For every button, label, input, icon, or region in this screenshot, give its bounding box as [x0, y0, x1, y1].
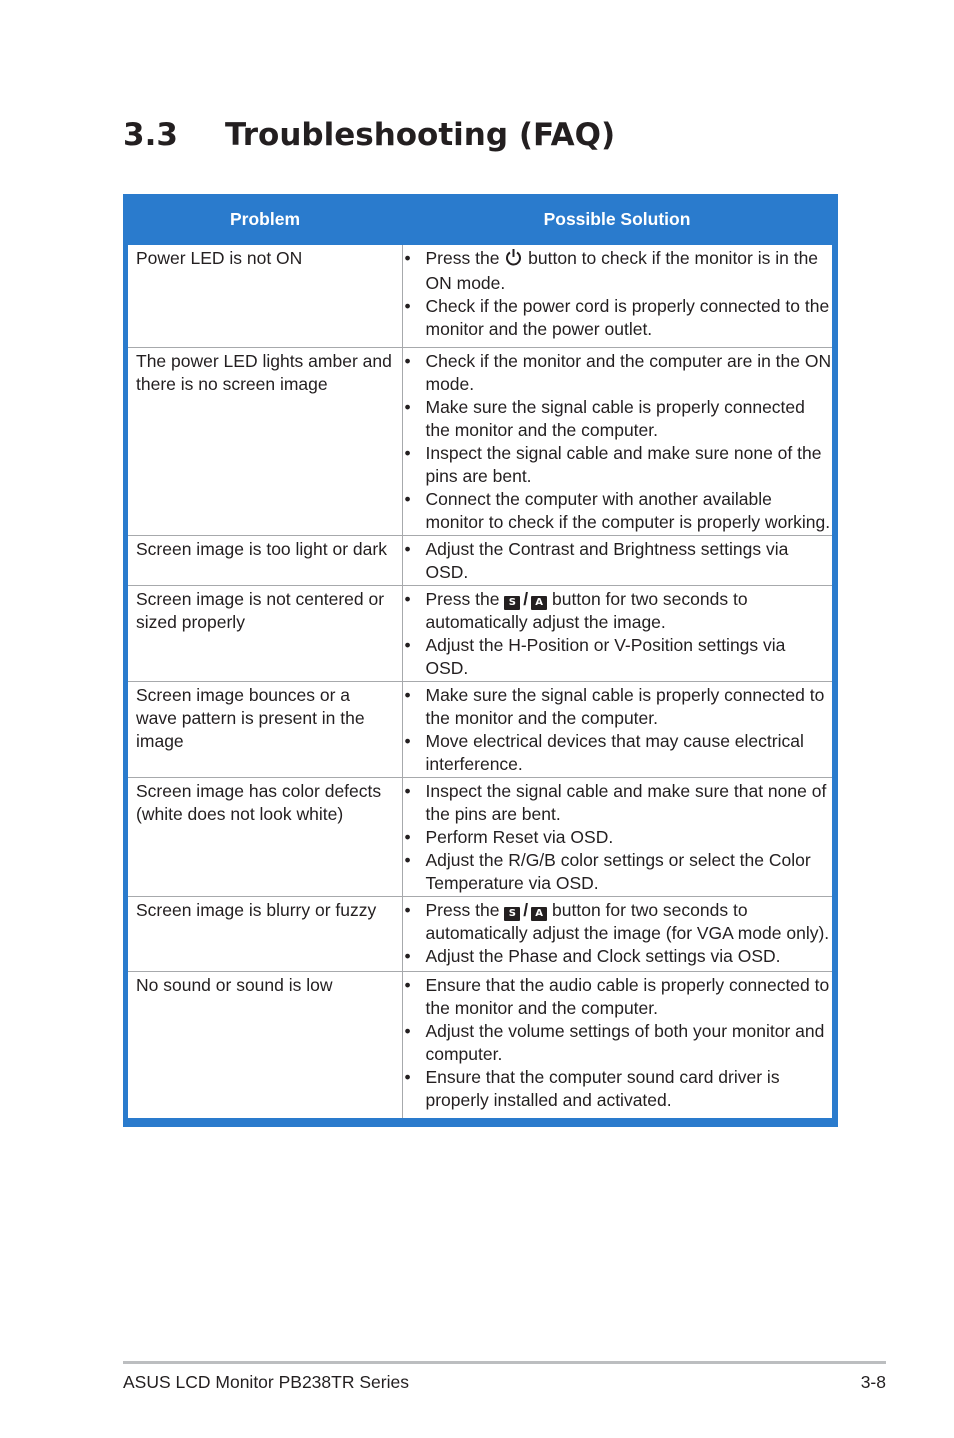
- bullet: •: [404, 538, 411, 559]
- splendid-auto-adjust-icon: [504, 900, 547, 920]
- list-item: [403, 295, 833, 341]
- solution-text: Move electrical devices that may cause electrical interference.: [425, 730, 804, 774]
- solution-text: button for two seconds to automatically adjust the image (for VGA mode only).: [425, 899, 830, 943]
- footer-product-name: ASUS LCD Monitor PB238TR Series: [123, 1372, 409, 1392]
- solution-list: [403, 588, 833, 680]
- list-item: [403, 396, 833, 442]
- solution-text: button for two seconds to automatically adjust the image.: [425, 588, 748, 632]
- solution-cell: [402, 971, 832, 1118]
- bullet: •: [404, 442, 411, 463]
- solution-cell: [402, 245, 832, 347]
- solution-list: [403, 684, 833, 776]
- problem-cell: Screen image bounces or a wave pattern is present in the image: [128, 681, 402, 777]
- bullet: •: [404, 1066, 411, 1087]
- header-possible-solution: Possible Solution: [402, 194, 832, 245]
- solution-text: Adjust the H-Position or V-Position settings via OSD.: [425, 634, 786, 678]
- solution-text: Perform Reset via OSD.: [425, 826, 614, 847]
- problem-cell: Screen image has color defects (white does not look white): [128, 777, 402, 896]
- list-item: [403, 826, 833, 849]
- solution-list: [403, 899, 833, 968]
- table-row: [128, 535, 832, 585]
- faq-table: [128, 194, 832, 1118]
- solution-cell: [402, 681, 832, 777]
- list-item: [403, 247, 833, 295]
- bullet: •: [404, 945, 411, 966]
- table-row: [128, 245, 832, 347]
- faq-table-frame: [123, 194, 838, 1127]
- problem-cell: Power LED is not ON: [128, 245, 402, 347]
- auto-adjust-key-icon: A: [531, 907, 547, 921]
- table-row: [128, 971, 832, 1118]
- list-item: [403, 1066, 833, 1112]
- bullet: •: [404, 899, 411, 920]
- list-item: [403, 945, 833, 968]
- solution-list: [403, 350, 833, 535]
- bullet: •: [404, 826, 411, 847]
- solution-list: [403, 538, 833, 584]
- list-item: [403, 442, 833, 488]
- solution-list: [403, 780, 833, 895]
- solution-cell: [402, 347, 832, 535]
- solution-text: Press the: [425, 899, 505, 920]
- bullet: •: [404, 730, 411, 751]
- list-item: [403, 899, 833, 945]
- bullet: •: [404, 248, 411, 268]
- bullet: •: [404, 296, 411, 317]
- list-item: [403, 780, 833, 826]
- table-row: [128, 585, 832, 681]
- footer-page-number: 3-8: [860, 1372, 886, 1392]
- problem-cell: No sound or sound is low: [128, 971, 402, 1118]
- problem-cell: Screen image is not centered or sized properly: [128, 585, 402, 681]
- solution-text: Inspect the signal cable and make sure none of the pins are bent.: [425, 442, 822, 486]
- solution-text: Press the: [425, 588, 505, 609]
- list-item: [403, 974, 833, 1020]
- bullet: •: [404, 396, 411, 417]
- power-icon: [505, 248, 522, 272]
- bullet: •: [404, 588, 411, 609]
- table-row: [128, 347, 832, 535]
- list-item: [403, 350, 833, 396]
- list-item: [403, 730, 833, 776]
- solution-text: Make sure the signal cable is properly connected to the monitor and the computer.: [425, 684, 825, 728]
- solution-cell: [402, 896, 832, 971]
- solution-cell: [402, 777, 832, 896]
- section-title: Troubleshooting (FAQ): [225, 117, 616, 153]
- problem-cell: Screen image is too light or dark: [128, 535, 402, 585]
- list-item: [403, 849, 833, 895]
- solution-text: Adjust the Phase and Clock settings via OSD.: [425, 945, 781, 966]
- bullet: •: [404, 849, 411, 870]
- section-heading: [123, 113, 615, 157]
- list-item: [403, 634, 833, 680]
- table-header-row: [128, 194, 832, 245]
- bullet: •: [404, 350, 411, 371]
- solution-text: button to check if the monitor is in the ON mode.: [425, 248, 819, 294]
- solution-cell: [402, 535, 832, 585]
- list-item: [403, 588, 833, 634]
- solution-list: [403, 974, 833, 1113]
- solution-list: [403, 247, 833, 341]
- solution-text: Adjust the R/G/B color settings or select the Color Temperature via OSD.: [425, 849, 811, 893]
- auto-adjust-key-icon: A: [531, 596, 547, 610]
- key-separator: /: [523, 899, 529, 920]
- solution-text: Check if the power cord is properly connected to the monitor and the power outlet.: [425, 296, 830, 340]
- solution-text: Adjust the volume settings of both your monitor and computer.: [425, 1020, 825, 1064]
- list-item: [403, 1020, 833, 1066]
- bullet: •: [404, 634, 411, 655]
- solution-text: Press the: [425, 248, 505, 268]
- problem-cell: Screen image is blurry or fuzzy: [128, 896, 402, 971]
- solution-cell: [402, 585, 832, 681]
- key-separator: /: [523, 588, 529, 609]
- faq-table-body: [128, 245, 832, 1118]
- solution-text: Ensure that the computer sound card driver is properly installed and activated.: [425, 1066, 780, 1110]
- splendid-key-icon: S: [504, 596, 520, 610]
- solution-text: Inspect the signal cable and make sure that none of the pins are bent.: [425, 780, 827, 824]
- solution-text: Make sure the signal cable is properly connected the monitor and the computer.: [425, 396, 805, 440]
- table-row: [128, 777, 832, 896]
- bullet: •: [404, 780, 411, 801]
- table-row: [128, 681, 832, 777]
- bullet: •: [404, 974, 411, 995]
- footer-divider: [123, 1361, 886, 1364]
- bullet: •: [404, 489, 411, 510]
- header-problem: Problem: [128, 194, 402, 245]
- splendid-key-icon: S: [504, 907, 520, 921]
- bullet: •: [404, 684, 411, 705]
- list-item: [403, 684, 833, 730]
- list-item: [403, 538, 833, 584]
- solution-text: Adjust the Contrast and Brightness settings via OSD.: [425, 538, 789, 582]
- solution-text: Connect the computer with another available monitor to check if the computer is properly working.: [425, 489, 831, 533]
- solution-text: Ensure that the audio cable is properly connected to the monitor and the computer.: [425, 974, 830, 1018]
- bullet: •: [404, 1020, 411, 1041]
- list-item: [403, 488, 833, 534]
- splendid-auto-adjust-icon: [504, 589, 547, 609]
- problem-cell: The power LED lights amber and there is no screen image: [128, 347, 402, 535]
- table-row: [128, 896, 832, 971]
- section-number: 3.3: [123, 117, 178, 153]
- solution-text: Check if the monitor and the computer are in the ON mode.: [425, 350, 832, 394]
